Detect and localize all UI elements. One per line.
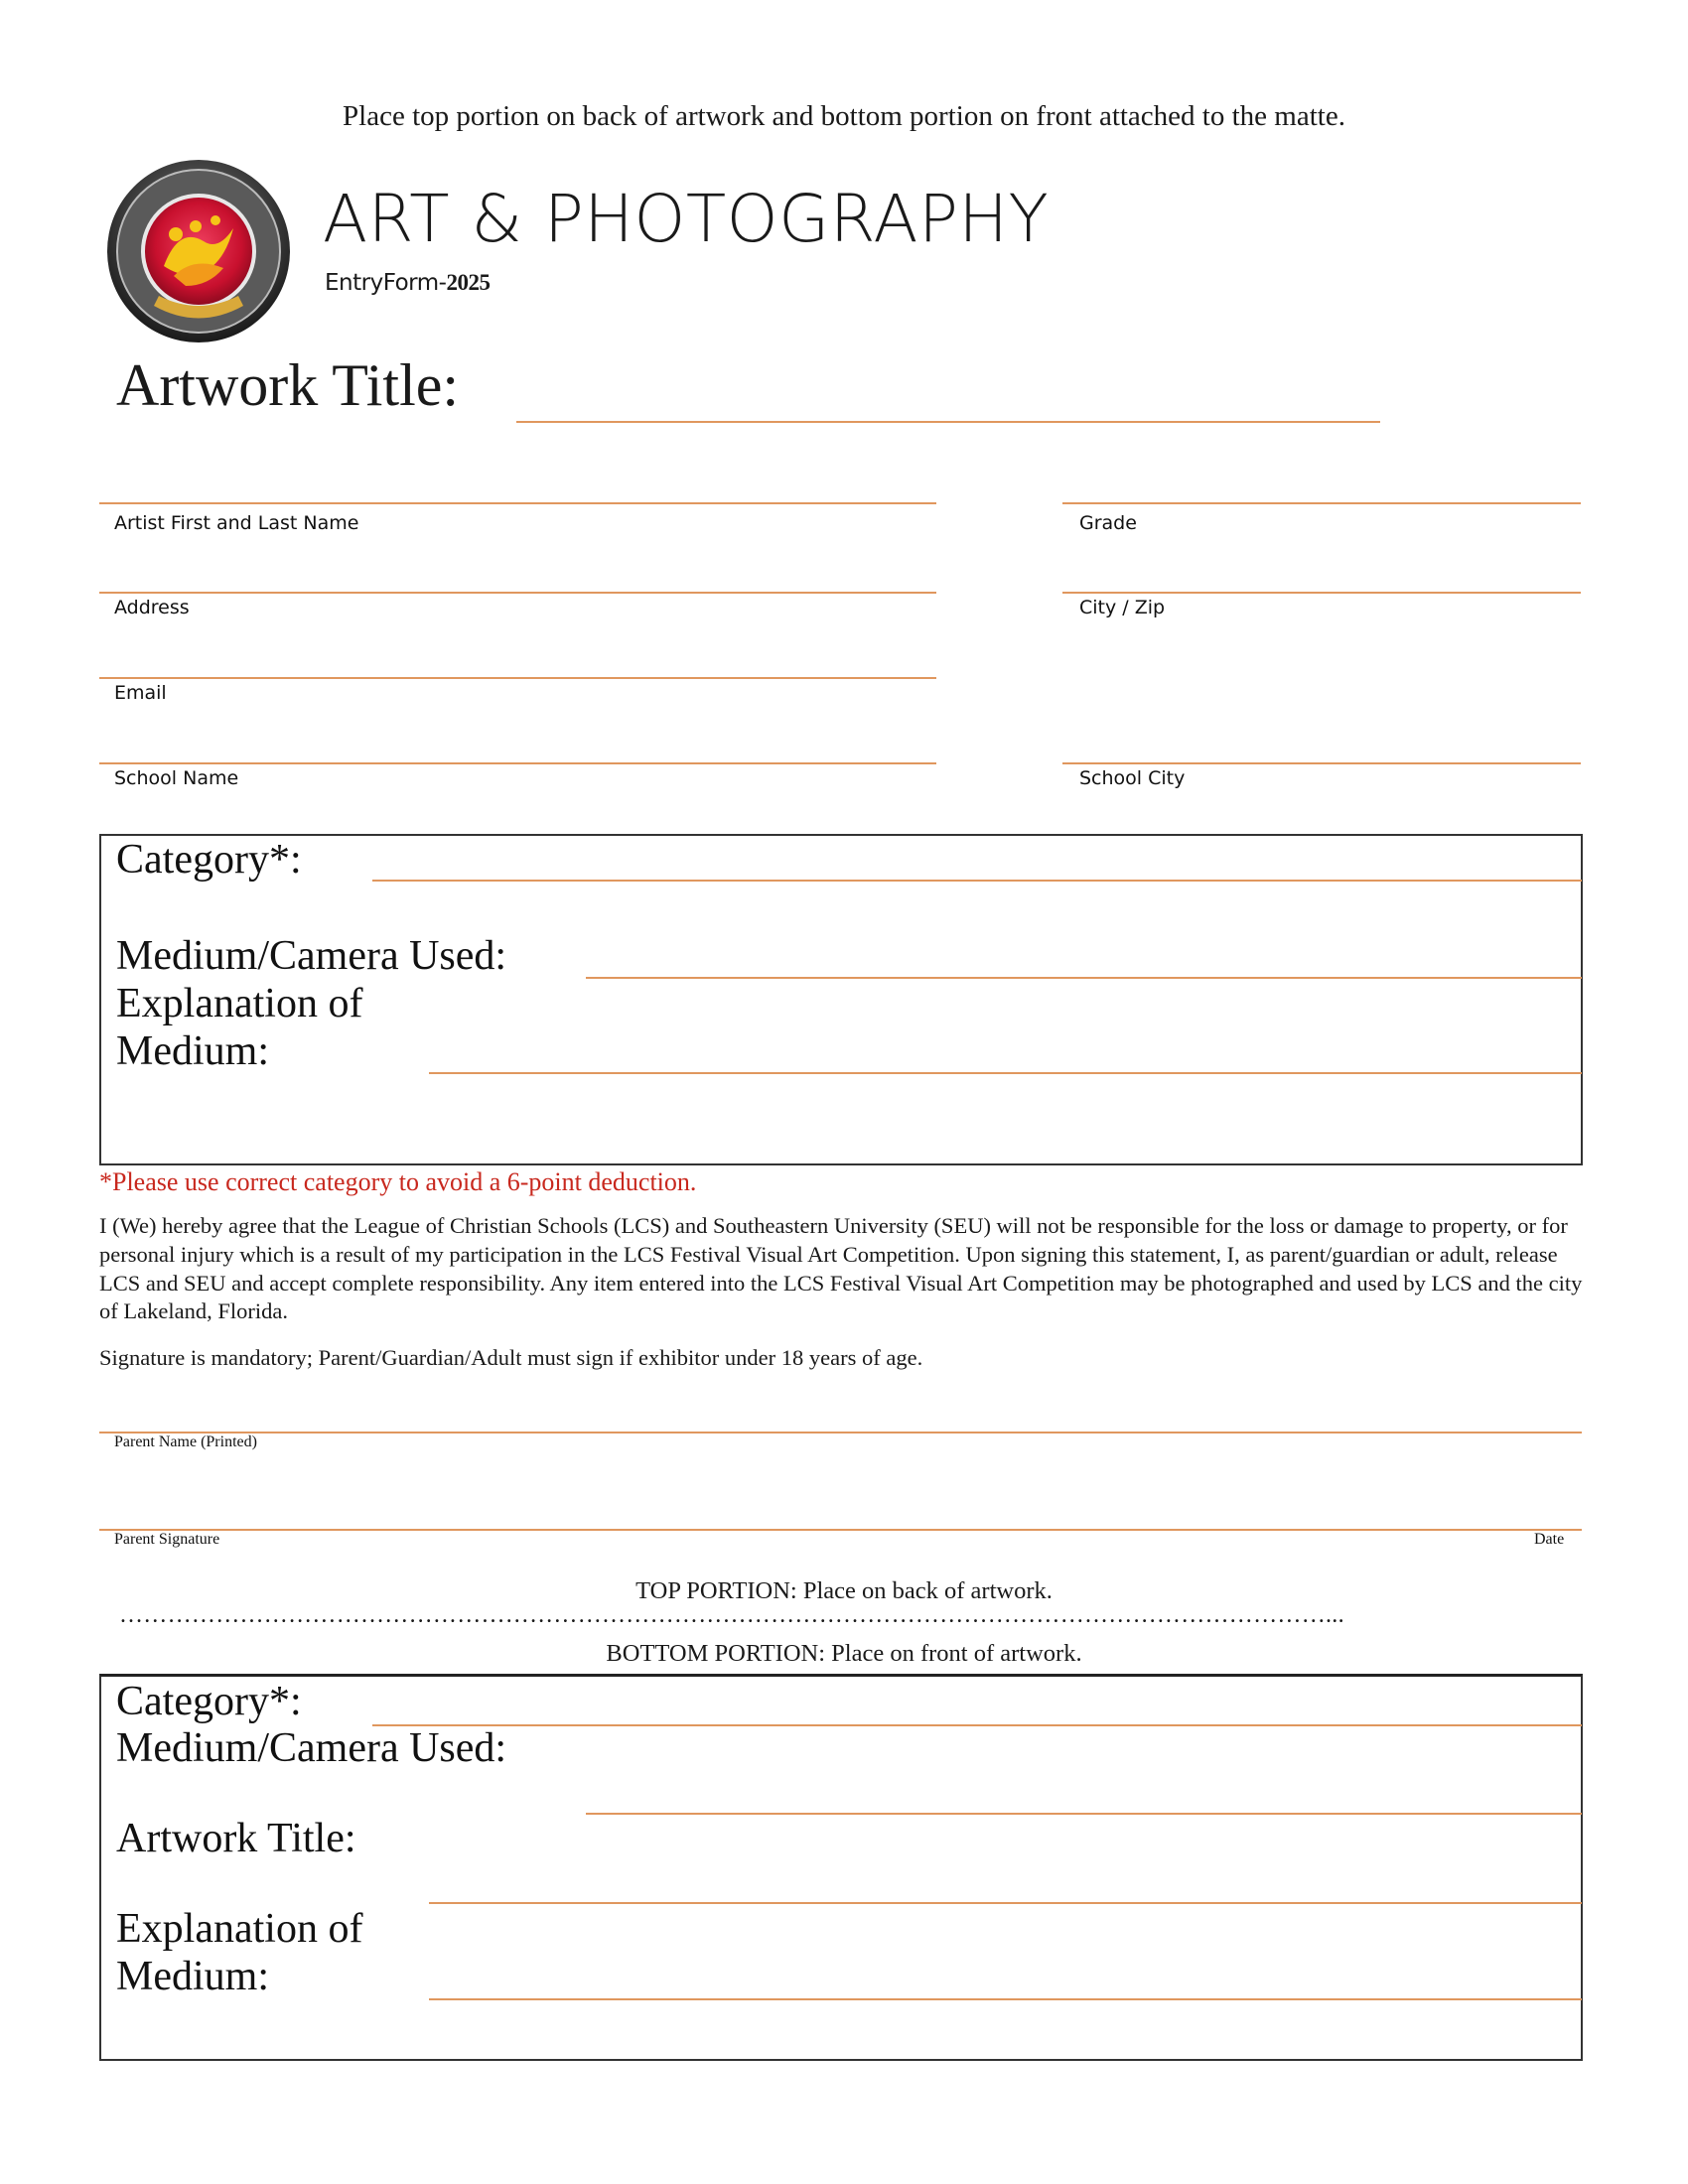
bottom-category-label: Category*: <box>116 1679 302 1724</box>
address-line[interactable] <box>99 592 936 594</box>
school-name-line[interactable] <box>99 762 936 764</box>
bottom-medium-line[interactable] <box>586 1813 1582 1815</box>
email-label: Email <box>114 682 167 704</box>
date-label: Date <box>1534 1531 1565 1548</box>
bottom-explanation-label-2: Medium: <box>116 1954 269 1999</box>
school-city-line[interactable] <box>1062 762 1581 764</box>
parent-signature-line[interactable] <box>99 1529 1582 1531</box>
subtitle-prefix: EntryForm- <box>325 270 447 296</box>
top-category-label: Category*: <box>116 837 302 883</box>
bottom-portion-text: BOTTOM PORTION: Place on front of artwork. <box>606 1640 1082 1667</box>
artist-name-label: Artist First and Last Name <box>114 512 359 534</box>
city-zip-label: City / Zip <box>1079 597 1166 618</box>
grade-line[interactable] <box>1062 502 1581 504</box>
school-city-label: School City <box>1079 767 1186 789</box>
school-name-label: School Name <box>114 767 239 789</box>
parent-name-line[interactable] <box>99 1432 1582 1433</box>
form-subtitle <box>325 270 490 296</box>
artist-name-line[interactable] <box>99 502 936 504</box>
signature-note: Signature is mandatory; Parent/Guardian/Adult must sign if exhibitor under 18 years of age. <box>99 1345 923 1370</box>
top-portion-text: TOP PORTION: Place on back of artwork. <box>635 1577 1053 1604</box>
lcs-festival-seal-icon <box>104 157 293 345</box>
agreement-text: I (We) hereby agree that the League of Christian Schools (LCS) and Southeastern University (SEU) will not be responsible for the loss or damage to property, or for personal injury which is a result of my participation in the LCS Festival Visual Art Competition. Upon signing this statement, I, as parent/guardian or adult, release LCS and SEU and accept complete responsibility. Any item entered into the LCS Festival Visual Art Competition may be photographed and used by LCS and the city of Lakeland, Florida. <box>99 1213 1583 1324</box>
bottom-explanation-line[interactable] <box>429 1998 1582 2000</box>
address-label: Address <box>114 597 190 618</box>
top-category-line[interactable] <box>372 880 1582 882</box>
bottom-medium-label: Medium/Camera Used: <box>116 1725 507 1771</box>
city-zip-line[interactable] <box>1062 592 1581 594</box>
parent-name-label: Parent Name (Printed) <box>114 1433 257 1450</box>
top-medium-label: Medium/Camera Used: <box>116 933 507 979</box>
form-title: ART & PHOTOGRAPHY <box>323 181 1050 257</box>
parent-signature-label: Parent Signature <box>114 1531 220 1548</box>
header-instruction: Place top portion on back of artwork and bottom portion on front attached to the matte. <box>343 100 1345 132</box>
top-explanation-line[interactable] <box>429 1072 1582 1074</box>
email-line[interactable] <box>99 677 936 679</box>
subtitle-year: 2025 <box>446 270 491 295</box>
artwork-title-label: Artwork Title: <box>116 352 460 418</box>
top-explanation-label-2: Medium: <box>116 1028 269 1074</box>
bottom-category-line[interactable] <box>372 1724 1582 1726</box>
grade-label: Grade <box>1079 512 1137 534</box>
category-note: *Please use correct category to avoid a 6-point deduction. <box>99 1167 697 1196</box>
top-medium-line[interactable] <box>586 977 1582 979</box>
bottom-artwork-title-line[interactable] <box>429 1902 1582 1904</box>
top-explanation-label-1: Explanation of <box>116 981 363 1026</box>
artwork-title-line[interactable] <box>516 421 1380 423</box>
cut-dots: ……………………………………………………………………………………………………………………………………... <box>119 1602 1344 1628</box>
bottom-explanation-label-1: Explanation of <box>116 1906 363 1952</box>
bottom-artwork-title-label: Artwork Title: <box>116 1816 356 1861</box>
